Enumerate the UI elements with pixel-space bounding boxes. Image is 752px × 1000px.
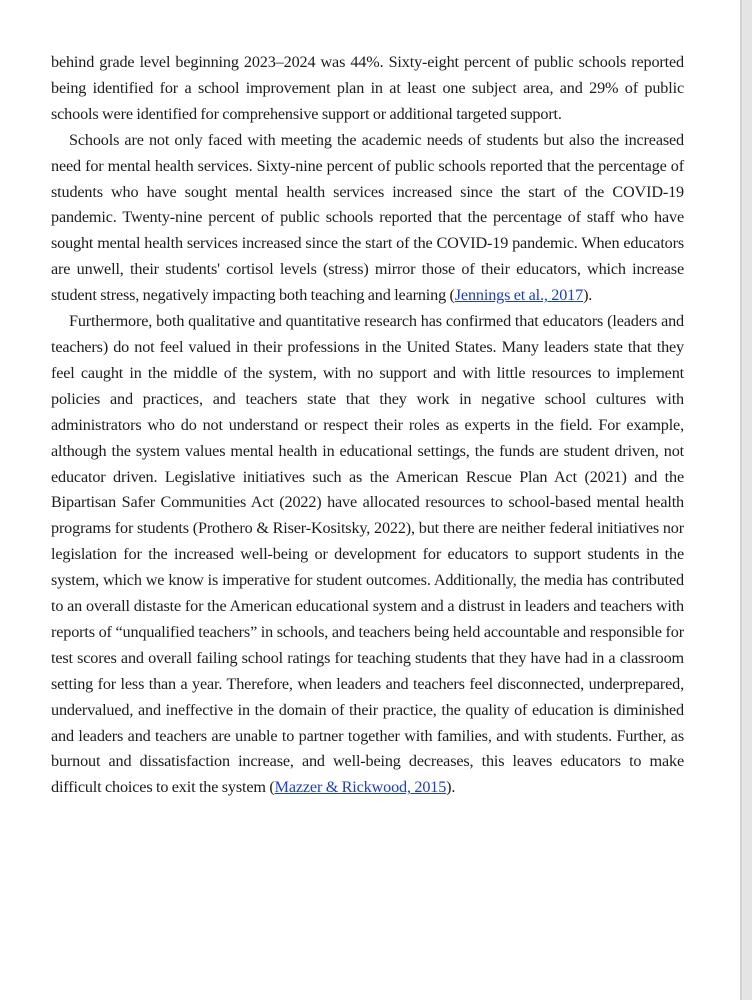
paragraph-text: Furthermore, both qualitative and quantitative research has confirmed that educators (leaders and teachers) do not feel valued in their professions in the United States. Many leaders state that they feel caught in the middle of the system, with no support and with little resources to implement policies and practices, and teachers state that they work in negative school cultures with administrators who do not understand or respect their roles as experts in the field. For example, although the system values mental health in educational settings, the funds are student driven, not educator driven. Legislative initiatives such as the American Rescue Plan Act (2021) and the Bipartisan Safer Communities Act (2022) have allocated resources to school-based mental health programs for students (Prothero & Riser-Kositsky, 2022), but there are neither federal initiatives nor legislation for the increased well-being or development for educators to support students in the system, which we know is imperative for student outcomes. Additionally, the media has contributed to an overall distaste for the American educational system and a distrust in leaders and teachers with reports of “unqualified teachers” in schools, and teachers being held accountable and responsible for test scores and overall failing school ratings for teaching students that they have had in a classroom setting for less than a year. Therefore, when leaders and teachers feel disconnected, underprepared, undervalued, and ineffective in the domain of their practice, the quality of education is diminished and leaders and teachers are unable to partner together with families, and with students. Further, as burnout and dissatisfaction increase, and well-being decreases, this leaves educators to make difficult choices to exit the system ( [51,312,684,797]
paragraph-text: ). [446,778,456,797]
scrollbar-track[interactable] [740,0,752,1000]
citation-link-jennings[interactable]: Jennings et al., 2017 [454,286,584,305]
paragraph-text: ). [583,286,593,305]
paragraph-text: behind grade level beginning 2023–2024 was 44%. Sixty-eight percent of public schools reported being identified for a school improvement plan in at least one subject area, and 29% of public schools were identified for comprehensive support or additional targeted support. [51,53,684,123]
paragraph-1 [51,50,684,128]
paragraph-text: Schools are not only faced with meeting the academic needs of students but also the increased need for mental health services. Sixty-nine percent of public schools reported that the percentage of students who have sought mental health services increased since the start of the COVID-19 pandemic. Twenty-nine percent of public schools reported that the percentage of staff who have sought mental health services increased since the start of the COVID-19 pandemic. When educators are unwell, their students' cortisol levels (stress) mirror those of their educators, which increase student stress, negatively impacting both teaching and learning ( [51,130,684,305]
paragraph-3 [51,309,684,801]
citation-link-mazzer[interactable]: Mazzer & Rickwood, 2015 [274,778,447,797]
paragraph-2 [51,128,684,309]
document-body [51,50,684,801]
